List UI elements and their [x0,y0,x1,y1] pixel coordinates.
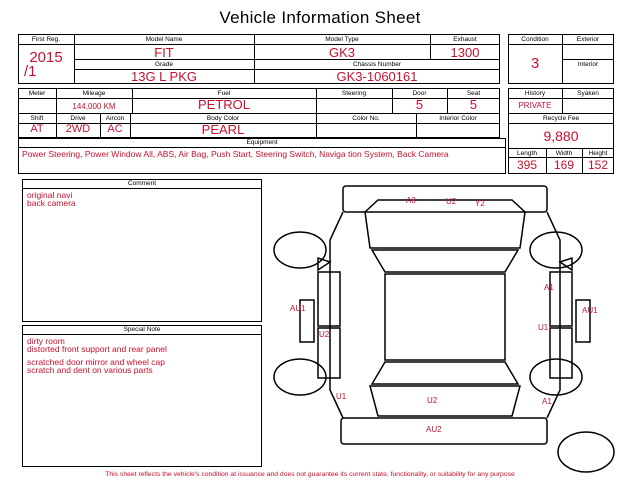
wheel-rear-right [530,359,582,395]
damage-mark: U2 [427,396,438,405]
comment-label: Comment [127,180,157,187]
aircon-label: Aircon [105,115,125,122]
damage-mark: U1 [538,323,549,332]
page-title: Vehicle Information Sheet [219,8,421,27]
chassis-number-label: Chassis Number [352,61,402,68]
shift-value: AT [30,123,44,135]
grade-value: 13G L PKG [131,69,197,84]
first-reg-label: First Reg. [31,36,61,43]
recycle-fee-label: Recycle Fee [542,115,580,122]
front-bumper [343,186,547,212]
damage-mark: Y2 [475,199,485,208]
history-value: PRIVATE [518,101,552,110]
rear-deck [370,386,520,416]
comment-line: back camera [27,198,76,208]
first-reg-year: 2015 [29,49,63,66]
comment-line: original navi [27,190,73,200]
exhaust-label: Exhaust [453,36,477,43]
damage-mark: A1 [544,283,554,292]
door-label: Door [412,90,427,97]
length-value: 395 [516,158,538,172]
damage-mark: U2 [319,330,330,339]
windshield [372,250,518,272]
left-front-door [318,272,340,326]
left-side-body [330,212,343,418]
rear-bumper [341,418,547,444]
damage-mark: AU1 [582,306,598,315]
shift-label: Shift [30,115,44,122]
damage-mark: U2 [446,197,457,206]
special-note-line: dirty room [27,336,65,346]
steering-label: Steering [341,90,367,97]
condition-label: Condition [521,36,549,43]
right-front-door [550,272,572,326]
right-side-body [547,212,560,418]
special-note-label: Special Note [123,326,161,333]
equipment-value: Power Steering, Power Window All, ABS, Air Bag, Push Start, Steering Switch, Naviga tion System, Back Camera [22,149,449,159]
color-no-label: Color No. [352,115,380,122]
model-type-value: GK3 [328,45,355,60]
damage-mark: A3 [406,196,416,205]
damage-mark: AU1 [290,304,306,313]
model-name-label: Model Name [145,36,183,43]
seat-value: 5 [469,97,478,112]
left-mirror [318,258,330,270]
condition-value: 3 [530,55,540,72]
recycle-fee-value: 9,880 [543,128,579,144]
body-color-label: Body Color [206,115,240,122]
drive-label: Drive [70,115,86,122]
model-name-value: FIT [154,45,174,60]
wheel-front-right [530,232,582,268]
special-note-line: scratched door mirror and wheel cap [27,357,165,367]
height-label: Height [588,150,608,157]
body-color-value: PEARL [201,122,245,137]
aircon-value: AC [107,123,123,135]
rear-glass [372,362,518,384]
interior-color-label: Interior Color [439,115,477,122]
syaken-label: Syaken [577,90,599,97]
exterior-label: Exterior [576,36,600,43]
fuel-label: Fuel [217,90,231,97]
seat-label: Seat [466,90,481,97]
interior-label: Interior [577,61,599,68]
height-value: 152 [587,158,609,172]
right-rear-door [550,328,572,378]
width-value: 169 [553,158,575,172]
hood [365,200,525,248]
fuel-value: PETROL [197,97,250,112]
width-label: Width [555,150,573,157]
special-note-line: scratch and dent on various parts [27,365,153,375]
roof [385,274,505,360]
meter-label: Meter [28,90,46,97]
length-label: Length [517,150,537,157]
first-reg-month: /1 [24,63,37,80]
damage-mark: AU2 [426,425,442,434]
footer-disclaimer: This sheet reflects the vehicle's condition at issuance and does not guarantee its current state, functionality, or suitability for any purpose [105,471,515,478]
exhaust-value: 1300 [450,45,480,60]
grade-label: Grade [154,61,174,68]
model-type-label: Model Type [325,36,359,43]
mileage-value: 144,000 KM [72,102,116,111]
drive-value: 2WD [65,123,91,135]
mileage-label: Mileage [82,90,106,97]
equipment-label: Equipment [246,139,278,146]
spare-wheel [558,432,614,472]
damage-mark: A1 [542,397,552,406]
history-label: History [524,90,546,97]
damage-mark: U1 [336,392,347,401]
chassis-number-value: GK3-1060161 [336,69,418,84]
special-note-line: distorted front support and rear panel [27,344,167,354]
door-value: 5 [415,97,424,112]
